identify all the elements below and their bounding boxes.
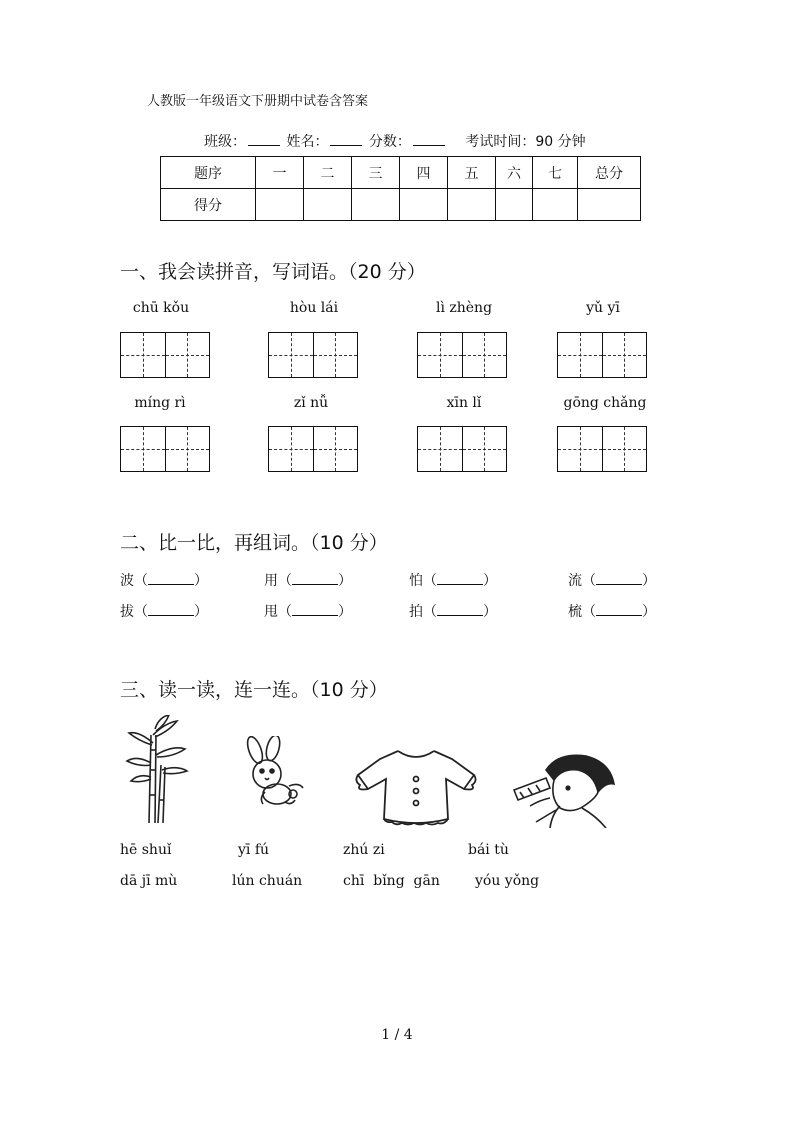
class-label: 班级： [204, 134, 246, 150]
writing-grid[interactable] [417, 426, 507, 472]
page-number: 1 / 4 [381, 1027, 413, 1043]
pinyin-label: yǔ yī [586, 300, 620, 316]
word-item[interactable]: 怕（ ） [409, 573, 497, 589]
writing-grid[interactable] [557, 426, 647, 472]
score-table-cell: 五 [448, 157, 496, 189]
writing-grid[interactable] [268, 426, 358, 472]
word-char: 拔 [120, 604, 134, 620]
word-char: 流 [568, 573, 582, 589]
word-item[interactable]: 用（ ） [264, 573, 352, 589]
document-title: 人教版一年级语文下册期中试卷含答案 [147, 94, 369, 109]
score-entry-cell[interactable] [496, 189, 533, 221]
word-item[interactable]: 梳（ ） [568, 604, 656, 620]
section3-heading: 三、读一读，连一连。（10 分） [120, 679, 388, 701]
score-table-cell: 一 [256, 157, 304, 189]
word-char: 甩 [264, 604, 278, 620]
pinyin-label: xīn lǐ [446, 395, 482, 411]
score-entry-cell[interactable] [578, 189, 641, 221]
word-char: 梳 [568, 604, 582, 620]
writing-grid[interactable] [268, 332, 358, 378]
word-item[interactable]: 流（ ） [568, 573, 656, 589]
pinyin-match-item[interactable]: chī bǐng gān [343, 873, 440, 889]
score-entry-cell[interactable] [256, 189, 304, 221]
score-table-cell: 得分 [161, 189, 256, 221]
word-char: 波 [120, 573, 134, 589]
word-char: 拍 [409, 604, 423, 620]
name-blank[interactable] [330, 133, 362, 146]
writing-grid[interactable] [120, 426, 210, 472]
score-table-cell: 四 [400, 157, 448, 189]
word-item[interactable]: 拔（ ） [120, 604, 208, 620]
pinyin-match-item[interactable]: lún chuán [232, 873, 303, 889]
score-blank[interactable] [413, 133, 445, 146]
word-char: 怕 [409, 573, 423, 589]
score-table-score-row [161, 189, 641, 221]
writing-grid[interactable] [120, 332, 210, 378]
pinyin-label: zǐ nǚ [293, 395, 329, 411]
pinyin-label: lì zhèng [435, 300, 493, 316]
score-table-cell: 二 [304, 157, 352, 189]
word-item[interactable]: 波（ ） [120, 573, 208, 589]
score-table-cell: 题序 [161, 157, 256, 189]
pinyin-label: chū kǒu [132, 300, 190, 316]
clothes-image[interactable] [352, 745, 480, 827]
pinyin-match-item[interactable]: zhú zi [343, 842, 385, 858]
name-label: 姓名： [286, 134, 329, 150]
student-info-line [204, 131, 586, 151]
pinyin-label: hòu lái [289, 300, 339, 316]
word-item[interactable]: 甩（ ） [264, 604, 352, 620]
girl-drinking-image[interactable] [506, 750, 616, 828]
rabbit-image[interactable] [237, 736, 309, 810]
pinyin-label: míng rì [134, 395, 186, 411]
pinyin-match-item[interactable]: hē shuǐ [120, 842, 172, 858]
writing-grid[interactable] [417, 332, 507, 378]
time-label: 考试时间：90 分钟 [465, 134, 586, 150]
score-entry-cell[interactable] [352, 189, 400, 221]
writing-grid[interactable] [557, 332, 647, 378]
section1-heading: 一、我会读拼音，写词语。（20 分） [120, 261, 426, 283]
word-item[interactable]: 拍（ ） [409, 604, 497, 620]
pinyin-match-item[interactable]: bái tù [468, 842, 509, 858]
score-table-cell: 七 [533, 157, 578, 189]
section2-heading: 二、比一比，再组词。（10 分） [120, 532, 388, 554]
pinyin-match-item[interactable]: yóu yǒng [475, 873, 540, 889]
score-table-header-row [161, 157, 641, 189]
score-table-cell: 三 [352, 157, 400, 189]
score-entry-cell[interactable] [448, 189, 496, 221]
score-table-cell: 六 [496, 157, 533, 189]
score-label: 分数： [368, 134, 411, 150]
pinyin-label: gōng chǎng [563, 395, 647, 411]
score-entry-cell[interactable] [400, 189, 448, 221]
pinyin-match-item[interactable]: yī fú [238, 842, 270, 858]
score-table [160, 156, 641, 221]
class-blank[interactable] [248, 133, 280, 146]
score-table-cell: 总分 [578, 157, 641, 189]
score-entry-cell[interactable] [533, 189, 578, 221]
bamboo-image[interactable] [125, 715, 190, 823]
pinyin-match-item[interactable]: dā jī mù [120, 873, 178, 889]
word-char: 用 [264, 573, 278, 589]
score-entry-cell[interactable] [304, 189, 352, 221]
